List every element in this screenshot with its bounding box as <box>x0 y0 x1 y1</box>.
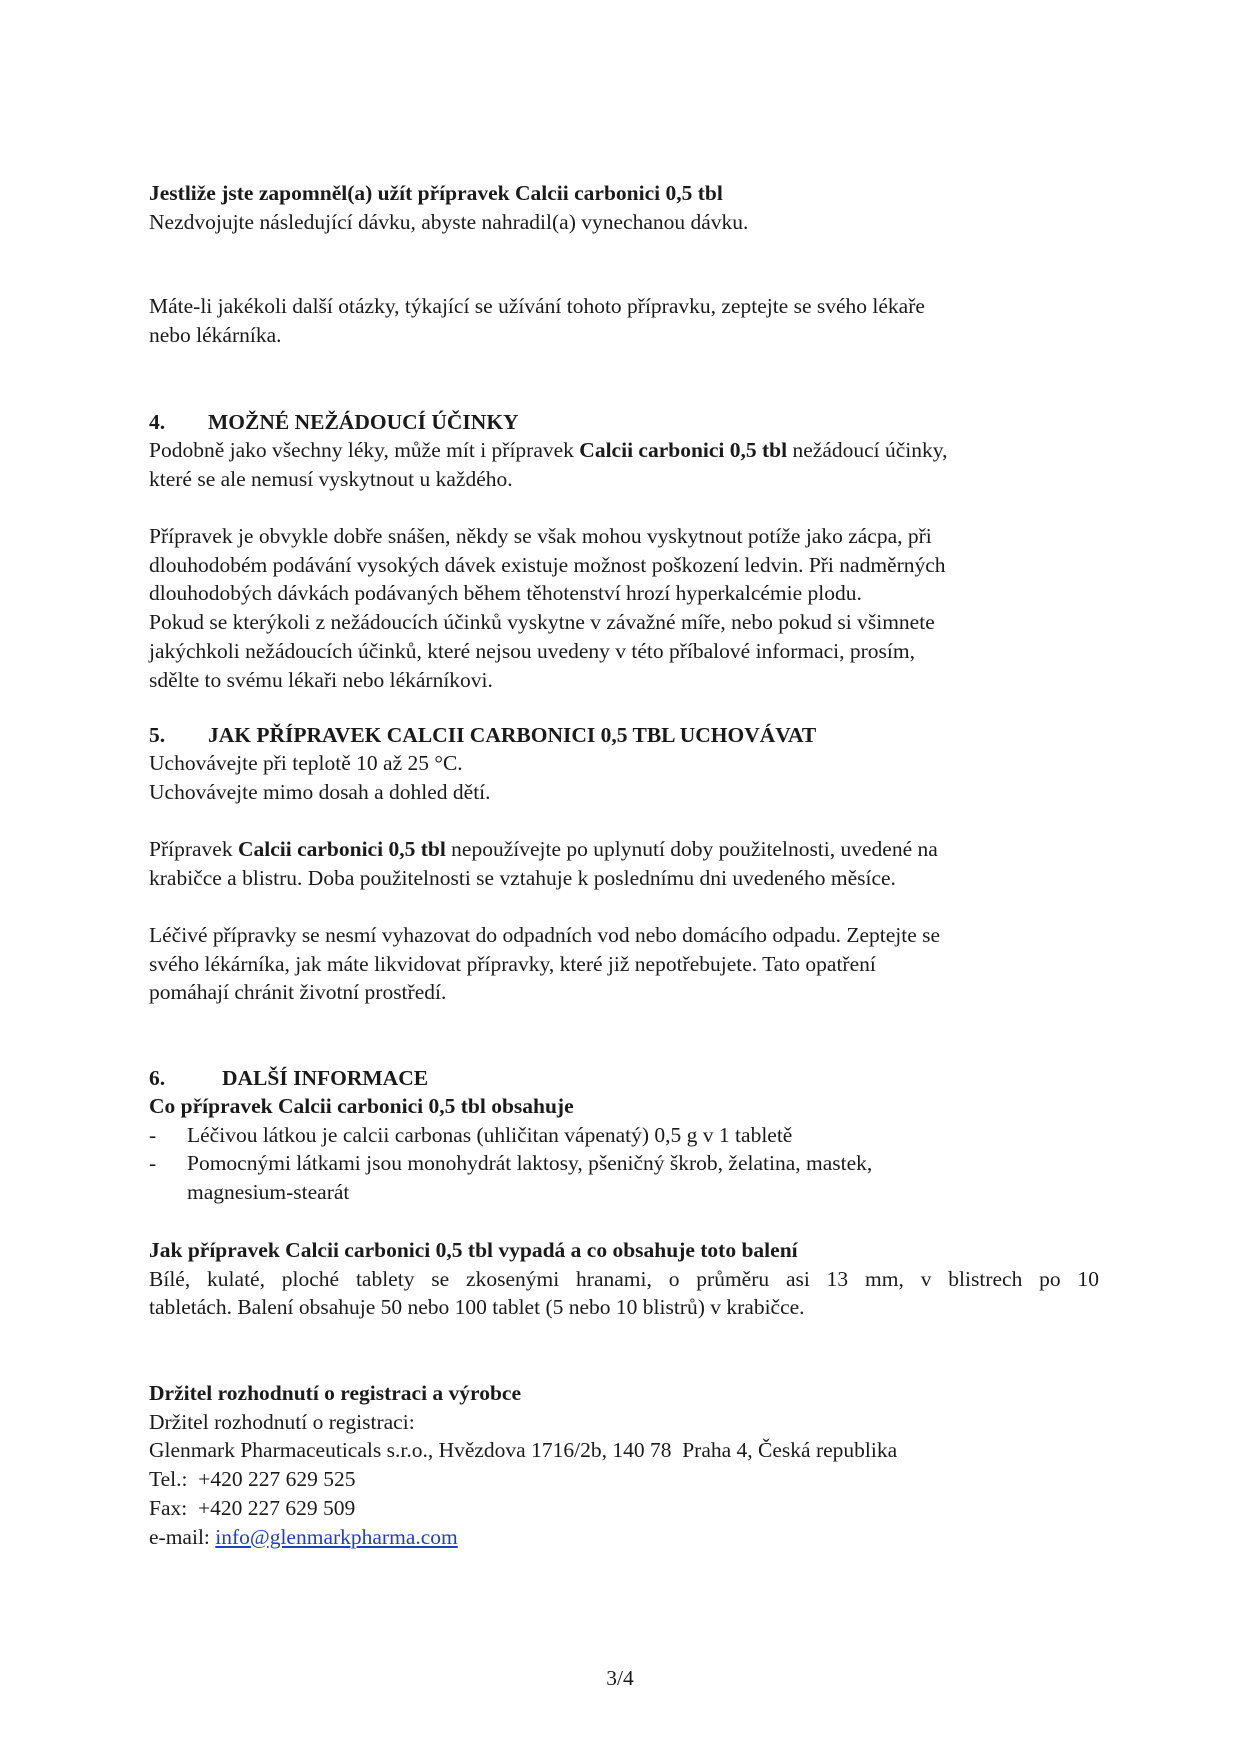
section-4-number: 4. <box>149 410 166 434</box>
page-number: 3/4 <box>606 1666 634 1690</box>
text-span: nepoužívejte po uplynutí doby použitelnosti, uvedené na <box>445 837 938 861</box>
section-5-number: 5. <box>149 723 166 747</box>
holder-block <box>149 1379 1099 1551</box>
section-5-title: JAK PŘÍPRAVEK CALCII CARBONICI 0,5 TBL UCHOVÁVAT <box>208 723 817 747</box>
section-5-heading <box>149 721 1099 749</box>
tel-label: Tel.: <box>149 1467 188 1492</box>
text-span: Přípravek <box>149 837 238 861</box>
list-item-continued <box>149 1178 1099 1207</box>
section-4-intro-line-1 <box>149 436 1099 465</box>
list-item-text: Pomocnými látkami jsou monohydrát laktosy, pšeničný škrob, želatina, mastek, <box>187 1151 873 1176</box>
paragraph-line: sdělte to svému lékaři nebo lékárníkovi. <box>149 667 493 692</box>
list-item-text: magnesium-stearát <box>187 1180 350 1205</box>
section-6-number: 6. <box>149 1066 166 1090</box>
appearance-heading: Jak přípravek Calcii carbonici 0,5 tbl vypadá a co obsahuje toto balení <box>149 1238 798 1262</box>
paragraph-line: tabletách. Balení obsahuje 50 nebo 100 tablet (5 nebo 10 blistrů) v krabičce. <box>149 1295 805 1320</box>
email-link[interactable]: info@glenmarkpharma.com <box>215 1524 458 1549</box>
product-name-bold: Calcii carbonici 0,5 tbl <box>237 837 446 861</box>
paragraph-line: dlouhodobém podávání vysokých dávek existuje možnost poškození ledvin. Při nadměrných <box>149 552 946 577</box>
list-item <box>149 1149 1099 1178</box>
paragraph-line: Léčivé přípravky se nesmí vyhazovat do odpadních vod nebo domácího odpadu. Zeptejte se <box>149 923 941 947</box>
section-6-title: DALŠÍ INFORMACE <box>222 1066 429 1090</box>
holder-email <box>149 1523 1099 1552</box>
section-4 <box>149 408 1099 493</box>
section-5 <box>149 721 1099 806</box>
forgot-heading: Jestliže jste zapomněl(a) užít přípravek Calcii carbonici 0,5 tbl <box>149 181 723 205</box>
contains-heading: Co přípravek Calcii carbonici 0,5 tbl obsahuje <box>149 1094 574 1118</box>
forgot-block <box>149 179 1099 236</box>
paragraph-line: krabičce a blistru. Doba použitelnosti se vztahuje k poslednímu dni uvedeného měsíce. <box>149 865 896 890</box>
paragraph-line <box>149 835 1099 864</box>
section-4-title: MOŽNÉ NEŽÁDOUCÍ ÚČINKY <box>208 410 519 434</box>
questions-block <box>149 292 1099 349</box>
section-5-paragraph-2 <box>149 835 1099 892</box>
holder-address: Glenmark Pharmaceuticals s.r.o., Hvězdova 1716/2b, 140 78 Praha 4, Česká republika <box>149 1438 898 1463</box>
questions-line-2: nebo lékárníka. <box>149 322 282 347</box>
appearance-block <box>149 1236 1099 1322</box>
list-dash: - <box>149 1122 157 1147</box>
list-item <box>149 1121 1099 1150</box>
section-5-paragraph-3 <box>149 921 1099 1007</box>
list-item-text: Léčivou látkou je calcii carbonas (uhličitan vápenatý) 0,5 g v 1 tabletě <box>187 1122 793 1147</box>
holder-heading: Držitel rozhodnutí o registraci a výrobce <box>149 1381 521 1405</box>
section-4-heading <box>149 408 1099 436</box>
section-4-paragraph-2 <box>149 522 1099 694</box>
section-6-heading <box>149 1064 1099 1092</box>
section-4-intro-line-2: které se ale nemusí vyskytnout u každého. <box>149 466 513 491</box>
forgot-text: Nezdvojujte následující dávku, abyste nahradil(a) vynechanou dávku. <box>149 209 749 234</box>
fax-number: +420 227 629 509 <box>197 1495 356 1520</box>
product-name-bold: Calcii carbonici 0,5 tbl <box>579 438 788 462</box>
tel-number: +420 227 629 525 <box>198 1467 356 1492</box>
text-span: Podobně jako všechny léky, může mít i přípravek <box>149 438 580 462</box>
paragraph-line: dlouhodobých dávkách podávaných během těhotenství hrozí hyperkalcémie plodu. <box>149 581 862 606</box>
section-6 <box>149 1064 1099 1207</box>
email-label: e-mail: <box>149 1524 210 1549</box>
storage-children: Uchovávejte mimo dosah a dohled dětí. <box>149 779 491 804</box>
paragraph-line: svého lékárníka, jak máte likvidovat přípravky, které již nepotřebujete. Tato opatření <box>149 951 876 976</box>
storage-temp: Uchovávejte při teplotě 10 až 25 °C. <box>149 751 463 775</box>
questions-line-1: Máte-li jakékoli další otázky, týkající se užívání tohoto přípravku, zeptejte se svého lékaře <box>149 294 925 318</box>
holder-line-1: Držitel rozhodnutí o registraci: <box>149 1409 415 1434</box>
holder-fax <box>149 1494 1099 1523</box>
holder-tel <box>149 1465 1099 1494</box>
paragraph-line: Pokud se kterýkoli z nežádoucích účinků vyskytne v závažné míře, nebo pokud si všimnete <box>149 610 935 635</box>
list-dash: - <box>149 1151 157 1176</box>
paragraph-line: Přípravek je obvykle dobře snášen, někdy se však mohou vyskytnout potíže jako zácpa, při <box>149 524 932 548</box>
paragraph-line: pomáhají chránit životní prostředí. <box>149 980 447 1005</box>
paragraph-line: jakýchkoli nežádoucích účinků, které nejsou uvedeny v této příbalové informaci, prosím, <box>149 638 916 663</box>
fax-label: Fax: <box>149 1495 188 1520</box>
paragraph-line: Bílé, kulaté, ploché tablety se zkosenými hranami, o průměru asi 13 mm, v blistrech po 10 <box>149 1266 1099 1291</box>
text-span: nežádoucí účinky, <box>787 438 948 462</box>
